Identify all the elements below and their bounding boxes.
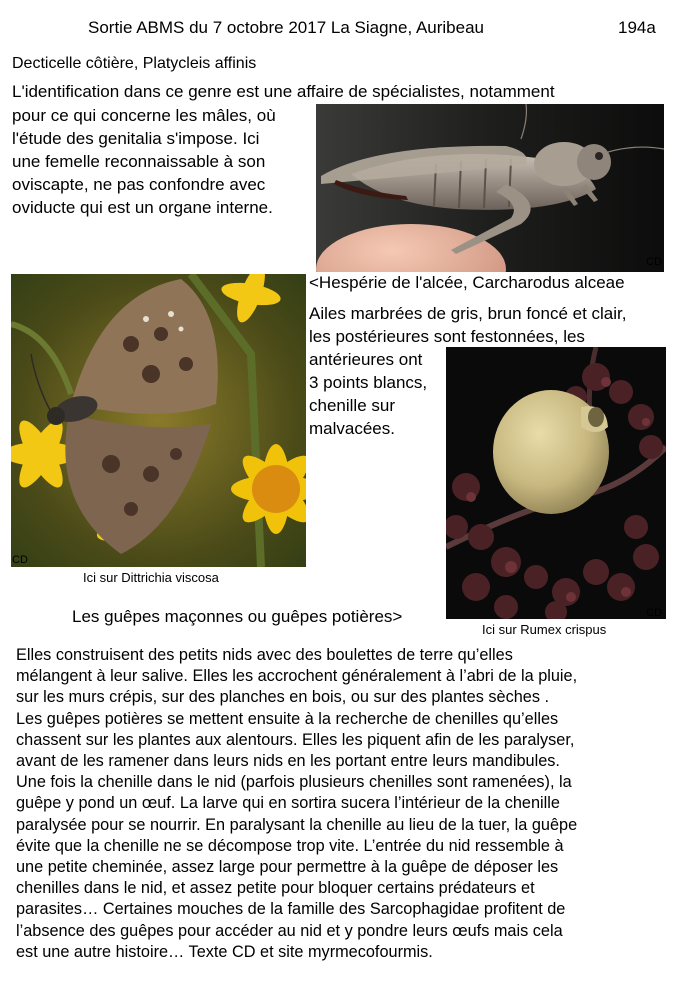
text-line: Une fois la chenille dans le nid (parfois plusieurs chenilles sont ramenées), la — [16, 773, 572, 792]
guepe-nest-photo — [446, 347, 666, 619]
text-line: chenilles dans le nid, et assez petite pour bloquer certains prédateurs et — [16, 879, 535, 898]
page-number: 194a — [618, 18, 656, 37]
page-header-title: Sortie ABMS du 7 octobre 2017 La Siagne, Auribeau — [88, 18, 484, 37]
text-line: est une autre histoire… Texte CD et site myrmecofourmis. — [16, 942, 433, 961]
hesperie-caption: Ici sur Dittrichia viscosa — [83, 570, 219, 585]
text-line: 3 points blancs, — [309, 373, 428, 392]
text-line: Ailes marbrées de gris, brun foncé et clair, — [309, 304, 627, 323]
text-line: Les guêpes potières se mettent ensuite à la recherche de chenilles qu’elles — [16, 709, 559, 728]
text-line: chenille sur — [309, 396, 395, 415]
text-line: guêpe y pond un œuf. La larve qui en sortira sucera l’intérieur de la chenille — [16, 794, 560, 813]
decticelle-title: Decticelle côtière, Platycleis affinis — [12, 55, 257, 72]
text-line: oviducte qui est un organe interne. — [12, 198, 273, 217]
guepe-title: Les guêpes maçonnes ou guêpes potières> — [72, 607, 403, 626]
hesperie-photo — [11, 274, 306, 567]
text-line: paralysée pour se nourrir. En paralysant la chenille au lieu de la tuer, la guêpe — [16, 815, 578, 834]
decticelle-photo-credit: CD — [646, 256, 662, 268]
guepe-body-text — [16, 645, 664, 963]
text-line: une femelle reconnaissable à son — [12, 152, 266, 171]
text-line: chassent sur les plantes aux alentours. Elles les piquent afin de les paralyser, — [16, 730, 575, 749]
text-line: antérieures ont — [309, 350, 423, 369]
text-line: oviscapte, ne pas confondre avec — [12, 175, 266, 194]
guepe-photo-credit: CD — [646, 607, 662, 619]
text-line: évite que la chenille ne se décompose trop vite. L’entrée du nid ressemble à — [16, 836, 564, 855]
decticelle-photo — [316, 104, 664, 272]
text-line: avant de les ramener dans leurs nids en les portant entre leurs mandibules. — [16, 752, 560, 771]
text-line: une petite cheminée, assez large pour permettre à la guêpe de déposer les — [16, 858, 559, 877]
text-line: mélangent à leur salive. Elles les accrochent généralement à l’abri de la pluie, — [16, 667, 578, 686]
hesperie-title: <Hespérie de l'alcée, Carcharodus alceae — [309, 273, 625, 292]
text-line: Elles construisent des petits nids avec des boulettes de terre qu’elles — [16, 646, 513, 664]
text-line: malvacées. — [309, 419, 395, 438]
text-line: les postérieures sont festonnées, les — [309, 327, 585, 346]
guepe-caption: Ici sur Rumex crispus — [482, 622, 607, 637]
decticelle-text-first-line: L'identification dans ce genre est une affaire de spécialistes, notamment — [12, 82, 555, 101]
text-line: sur les murs crépis, sur des planches en bois, ou sur des plantes sèches . — [16, 688, 550, 707]
text-line: l'étude des genitalia s'impose. Ici — [12, 129, 260, 148]
text-line: parasites… Certaines mouches de la famille des Sarcophagidae profitent de — [16, 900, 566, 919]
text-line: l’absence des guêpes pour accéder au nid et y pondre leurs œufs mais cela — [16, 921, 563, 940]
hesperie-photo-credit: CD — [12, 554, 28, 566]
text-line: pour ce qui concerne les mâles, où — [12, 106, 276, 125]
decticelle-text — [12, 104, 312, 219]
